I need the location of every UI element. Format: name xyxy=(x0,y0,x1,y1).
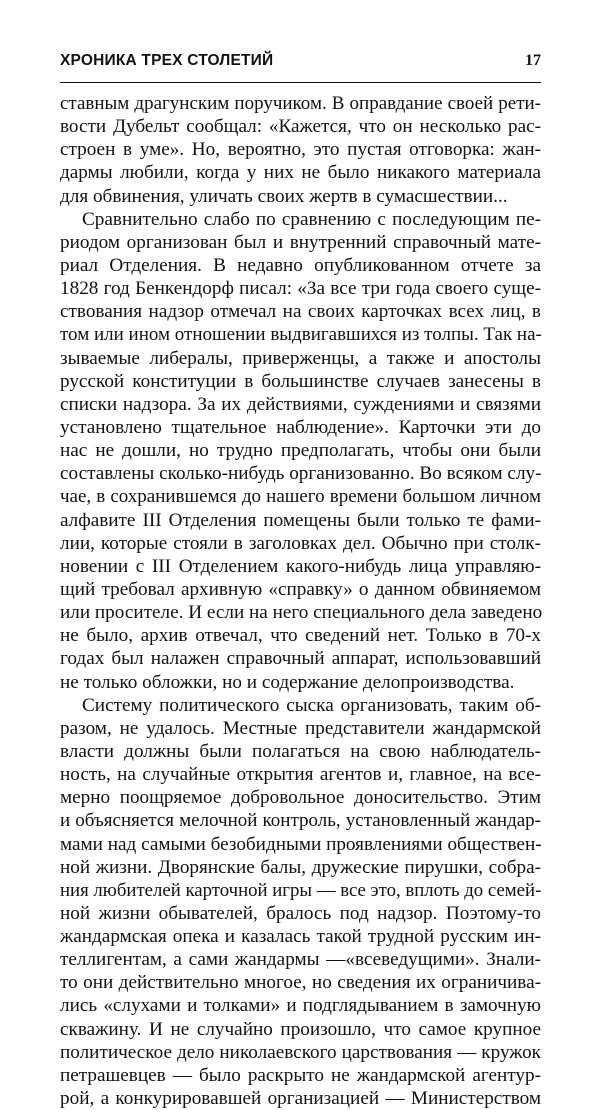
header-rule xyxy=(60,82,541,83)
text-line: петрашевцев — было раскрыто не жандармской агентур- xyxy=(60,1064,541,1086)
text-line: ния любителей карточной игры — все это, вплоть до семей- xyxy=(60,879,542,901)
text-line: то они действительно многое, но сведения их ограничива- xyxy=(60,972,541,994)
text-line: щий требовал архивную «справку» о данном обвиняемом xyxy=(60,578,541,600)
text-line: Сравнительно слабо по сравнению с последующим пе- xyxy=(82,208,541,230)
text-line: годах был налажен справочный аппарат, использовавший xyxy=(60,648,541,670)
text-line: не было, архив отвечал, что сведений нет. Только в 70-х xyxy=(60,625,541,647)
text-line: ность, на случайные открытия агентов и, главное, на все- xyxy=(60,764,541,786)
text-line: скважину. И не случайно произошло, что самое крупное xyxy=(60,1018,541,1040)
text-line: дармы любили, когда у них не было никакого материала xyxy=(60,162,541,184)
body-text xyxy=(60,92,541,1110)
text-line: для обвинения, уличать своих жертв в сумасшествии... xyxy=(60,185,508,207)
page-number: 17 xyxy=(525,52,541,69)
text-line: жандармская опека и казалась такой трудной русским ин- xyxy=(60,926,541,948)
text-line: составлены сколько-нибудь организованно. Во всяком слу- xyxy=(60,463,542,485)
text-line: 1828 год Бенкендорф писал: «За все три года своего суще- xyxy=(60,278,541,300)
text-line: мами над самыми безобидными проявлениями обществен- xyxy=(60,833,542,855)
book-page xyxy=(60,52,541,1110)
text-line: вости Дубельт сообщал: «Кажется, что он несколько рас- xyxy=(60,116,541,138)
text-line: ной жизни обывателей, бралось под надзор. Поэтому-то xyxy=(60,902,541,924)
text-line: новении с III Отделением какого-нибудь лица управляю- xyxy=(60,555,541,577)
text-line: том или ином отношении выдвигавшихся из толпы. Так на- xyxy=(60,324,542,346)
text-line: алфавите III Отделения помещены были только те фами- xyxy=(60,509,541,531)
text-line: чае, в сохранившемся до нашего времени большом личном xyxy=(60,486,541,508)
text-line: зываемые либералы, приверженцы, а также и апостолы xyxy=(60,347,541,369)
text-line: не только обложки, но и содержание делопроизводства. xyxy=(60,671,515,693)
text-line: риодом организован был и внутренний справочный мате- xyxy=(60,231,541,253)
running-head-title: ХРОНИКА ТРЕХ СТОЛЕТИЙ xyxy=(60,52,274,69)
text-line: разом, не удалось. Местные представители жандармской xyxy=(60,717,541,739)
text-line: рой, а конкурировавшей организацией — Министерством xyxy=(60,1088,541,1110)
text-line: риал Отделения. В недавно опубликованном отчете за xyxy=(60,254,541,276)
text-line: списки надзора. За их действиями, суждениями и связями xyxy=(60,393,541,415)
text-line: ной жизни. Дворянские балы, дружеские пирушки, собра- xyxy=(60,856,541,878)
text-line: русской конституции в большинстве случаев занесены в xyxy=(60,370,541,392)
text-line: лии, которые стояли в заголовках дел. Обычно при столк- xyxy=(60,532,541,554)
running-head xyxy=(60,52,541,82)
text-line: политическое дело николаевского царствования — кружок xyxy=(60,1041,541,1063)
text-line: нас не дошли, но трудно предполагать, чтобы они были xyxy=(60,440,541,462)
text-line: мерно поощряемое добровольное доносительство. Этим xyxy=(60,787,541,809)
text-line: или просителе. И если на него специального дела заведено xyxy=(60,602,543,624)
text-line: власти должны были полагаться на свою наблюдатель- xyxy=(60,740,541,762)
text-line: установлено тщательное наблюдение». Карточки эти до xyxy=(60,416,541,438)
text-line: и объясняется мелочной контроль, установленный жандар- xyxy=(60,810,541,832)
text-line: строен в уме». Но, вероятно, это пустая отговорка: жан- xyxy=(60,139,541,161)
text-line: теллигентам, а сами жандармы —«всеведущими». Знали- xyxy=(60,949,541,971)
text-line: ствования надзор отмечал на своих карточках всех лиц, в xyxy=(60,301,541,323)
text-line: ставным драгунским поручиком. В оправдание своей рети- xyxy=(60,93,541,114)
text-line: Систему политического сыска организовать, таким об- xyxy=(82,694,541,716)
text-line: лись «слухами и толками» и подглядыванием в замочную xyxy=(60,995,541,1017)
